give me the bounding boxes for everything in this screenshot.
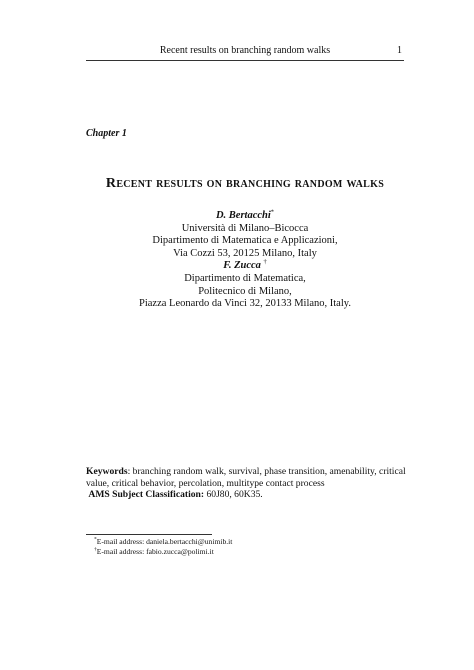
running-title: Recent results on branching random walks	[159, 45, 331, 56]
footnote-rule	[86, 534, 212, 535]
affiliation-line: Piazza Leonardo da Vinci 32, 20133 Milano, Italy.	[139, 298, 351, 310]
ams-label: AMS Subject Classification:	[88, 489, 205, 500]
footnote-text: E-mail address: daniela.bertacchi@unimib.it	[96, 537, 233, 546]
author-block	[86, 210, 404, 311]
author-2	[86, 260, 404, 273]
author-footnote-mark: †	[263, 258, 267, 266]
author-1	[86, 210, 404, 223]
footnote-2	[86, 547, 404, 557]
affiliation-line: Politecnico di Milano,	[198, 285, 292, 297]
running-header	[86, 44, 404, 61]
ams-classification	[86, 489, 406, 501]
author-name: F. Zucca	[223, 260, 261, 272]
footnote-mark: †	[94, 546, 97, 553]
footnote-1	[86, 537, 404, 547]
affiliation-line: Via Cozzi 53, 20125 Milano, Italy	[173, 247, 317, 259]
keywords-separator: :	[127, 466, 131, 477]
chapter-title: Recent results on branching random walks	[105, 176, 385, 191]
ams-value: 60J80, 60K35.	[206, 489, 263, 500]
chapter-label: Chapter 1	[86, 128, 127, 139]
affiliation-line: Dipartimento di Matematica,	[184, 272, 306, 284]
footnotes	[86, 534, 404, 557]
footnote-mark: *	[94, 536, 97, 543]
affiliation-line: Dipartimento di Matematica e Applicazioni,	[152, 235, 338, 247]
page-number: 1	[397, 45, 402, 56]
affiliation-line: Università di Milano–Bicocca	[181, 222, 309, 234]
footnote-text: E-mail address: fabio.zucca@polimi.it	[96, 547, 214, 556]
author-name: D. Bertacchi	[215, 210, 271, 221]
keywords-paragraph	[86, 466, 406, 489]
keywords-block	[86, 466, 406, 501]
keywords-text: branching random walk, survival, phase transition, amenability, critical value, critical behavior, percolation, multitype contact process	[86, 466, 406, 489]
author-footnote-mark: *	[270, 208, 275, 216]
keywords-label: Keywords	[86, 466, 128, 477]
